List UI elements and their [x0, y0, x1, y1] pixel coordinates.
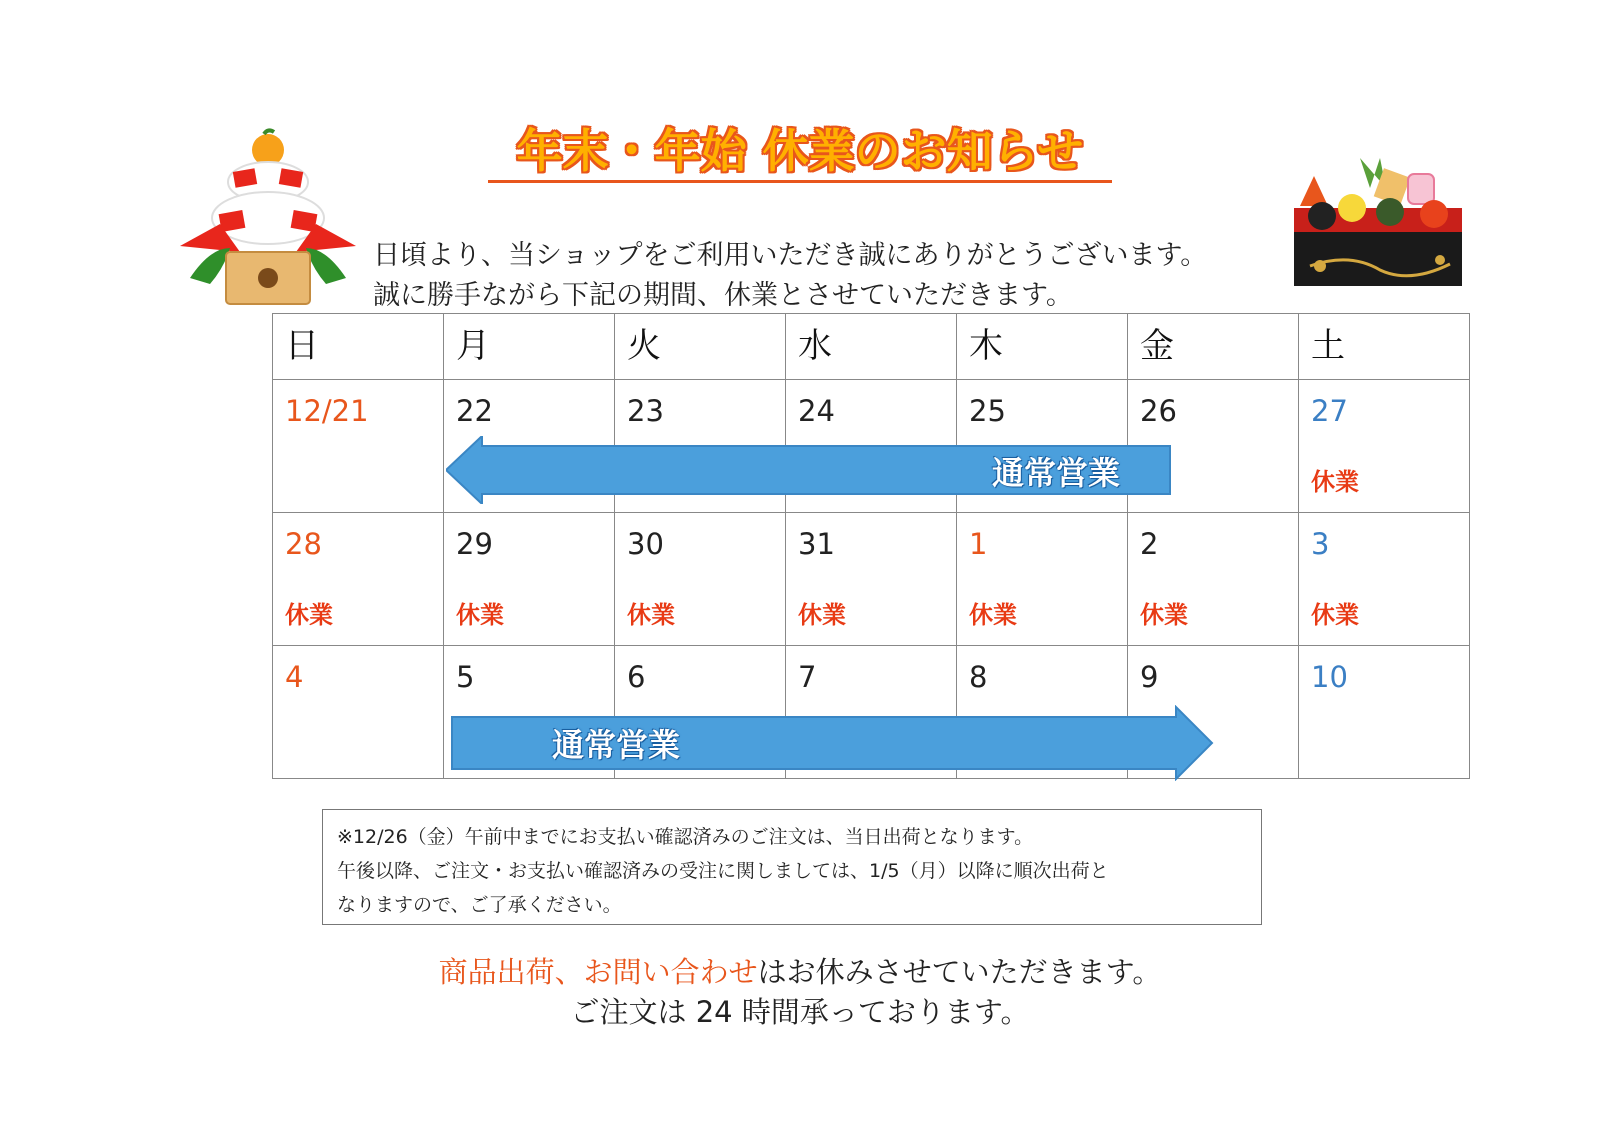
calendar-day-cell	[957, 513, 1128, 646]
calendar-day-cell	[615, 513, 786, 646]
closed-label: 休業	[627, 601, 675, 629]
weekday-wed: 水	[786, 314, 957, 380]
day-number: 23	[627, 394, 664, 428]
footer-line-2: ご注文は 24 時間承っております。	[570, 995, 1030, 1029]
shipping-notice	[322, 809, 1262, 925]
day-number: 10	[1311, 660, 1348, 694]
closed-label: 休業	[285, 601, 333, 629]
arrow-label-bottom: 通常営業	[552, 726, 681, 764]
weekday-mon: 月	[444, 314, 615, 380]
calendar-day-cell	[444, 513, 615, 646]
day-number: 1	[969, 527, 988, 561]
kagami-mochi-icon	[180, 128, 356, 310]
day-number: 26	[1140, 394, 1177, 428]
day-number: 4	[285, 660, 304, 694]
weekday-thu: 木	[957, 314, 1128, 380]
closed-label: 休業	[1140, 601, 1188, 629]
day-number: 3	[1311, 527, 1330, 561]
day-number: 7	[798, 660, 817, 694]
weekday-sun: 日	[273, 314, 444, 380]
intro-line-2: 誠に勝手ながら下記の期間、休業とさせていただきます。	[373, 280, 1073, 311]
closed-label: 休業	[798, 601, 846, 629]
footer-line-1	[0, 950, 1600, 991]
weekday-fri: 金	[1128, 314, 1299, 380]
calendar-day-cell	[1299, 513, 1470, 646]
closed-label: 休業	[969, 601, 1017, 629]
calendar-week-row	[273, 513, 1470, 646]
calendar-day-cell	[273, 513, 444, 646]
calendar-day-cell	[273, 380, 444, 513]
day-number: 24	[798, 394, 835, 428]
footer-rest: はお休みさせていただきます。	[757, 955, 1162, 989]
day-number: 31	[798, 527, 835, 561]
day-number: 22	[456, 394, 493, 428]
closed-label: 休業	[456, 601, 504, 629]
notice-line-3: なりますので、ご了承ください。	[337, 894, 622, 916]
closed-label: 休業	[1311, 468, 1359, 496]
day-number: 9	[1140, 660, 1159, 694]
notice-line-2: 午後以降、ご注文・お支払い確認済みの受注に関しましては、1/5（月）以降に順次出荷と	[337, 860, 1109, 882]
closed-label: 休業	[1311, 601, 1359, 629]
calendar-day-cell	[1128, 513, 1299, 646]
day-number: 25	[969, 394, 1006, 428]
page-title: 年末・年始 休業のお知らせ	[516, 124, 1084, 178]
weekday-tue: 火	[615, 314, 786, 380]
arrow-label-top: 通常営業	[992, 454, 1121, 492]
day-number: 5	[456, 660, 475, 694]
calendar-day-cell	[786, 513, 957, 646]
osechi-box-icon	[1290, 148, 1466, 288]
day-number: 8	[969, 660, 988, 694]
footer-highlight: 商品出荷、お問い合わせ	[438, 955, 758, 989]
day-number: 6	[627, 660, 646, 694]
day-number: 12/21	[285, 394, 369, 428]
day-number: 30	[627, 527, 664, 561]
day-number: 2	[1140, 527, 1159, 561]
day-number: 27	[1311, 394, 1348, 428]
intro-line-1: 日頃より、当ショップをご利用いただき誠にありがとうございます。	[373, 240, 1208, 271]
title-underline	[488, 180, 1112, 183]
calendar-day-cell	[1299, 380, 1470, 513]
calendar-day-cell	[1299, 646, 1470, 779]
day-number: 28	[285, 527, 322, 561]
weekday-header-row	[273, 314, 1470, 380]
calendar-day-cell	[273, 646, 444, 779]
intro-text	[373, 236, 1207, 316]
notice-line-1: ※12/26（金）午前中までにお支払い確認済みのご注文は、当日出荷となります。	[337, 826, 1034, 848]
day-number: 29	[456, 527, 493, 561]
weekday-sat: 土	[1299, 314, 1470, 380]
